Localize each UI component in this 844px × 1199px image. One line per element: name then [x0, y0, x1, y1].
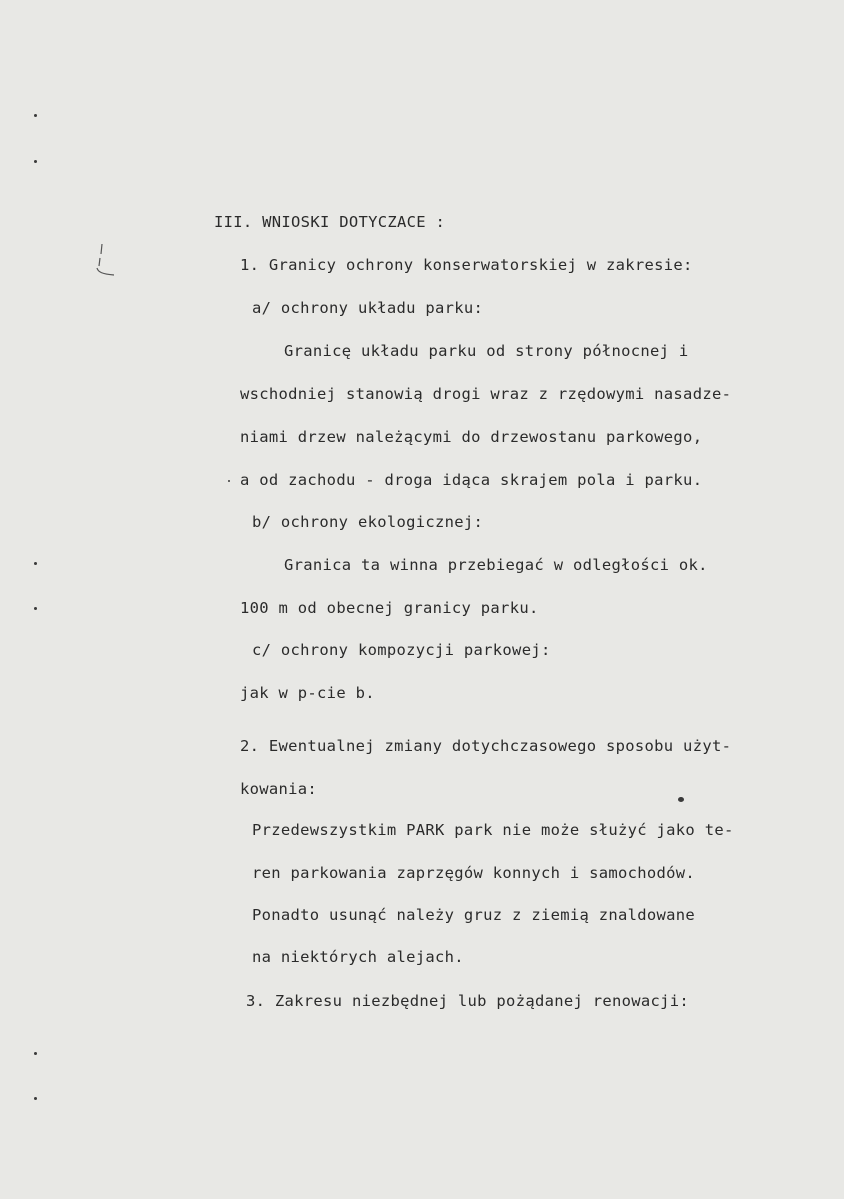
text-line: 3. Zakresu niezbędnej lub pożądanej renowacji: [246, 992, 690, 1010]
scan-speck [228, 480, 230, 482]
margin-pencil-mark [88, 240, 118, 280]
scan-speck [34, 1097, 37, 1100]
text-line: 100 m od obecnej granicy parku. [240, 599, 539, 617]
section-heading: III. WNIOSKI DOTYCZACE : [214, 213, 446, 231]
text-line: jak w p-cie b. [240, 684, 375, 702]
text-line: Granicę układu parku od strony północnej i [284, 342, 689, 360]
text-line: 1. Granicy ochrony konserwatorskiej w zakresie: [240, 256, 693, 274]
scan-speck [34, 562, 37, 565]
text-line: na niektórych alejach. [252, 948, 464, 966]
text-line: c/ ochrony kompozycji parkowej: [252, 641, 551, 659]
text-line: Ponadto usunąć należy gruz z ziemią znaldowane [252, 906, 696, 924]
scan-speck [34, 607, 37, 610]
text-line: 2. Ewentualnej zmiany dotychczasowego sposobu użyt- [240, 737, 732, 755]
scan-speck [34, 114, 37, 117]
text-line: b/ ochrony ekologicznej: [252, 513, 484, 531]
text-line: ren parkowania zaprzęgów konnych i samochodów. [252, 864, 696, 882]
text-line: Granica ta winna przebiegać w odległości ok. [284, 556, 708, 574]
scan-speck [34, 160, 37, 163]
scan-speck [678, 797, 684, 802]
text-line: Przedewszystkim PARK park nie może służyć jako te- [252, 821, 734, 839]
text-line: a/ ochrony układu parku: [252, 299, 484, 317]
scan-speck [34, 1052, 37, 1055]
text-line: niami drzew należącymi do drzewostanu parkowego, [240, 428, 703, 446]
text-line: a od zachodu - droga idąca skrajem pola i parku. [240, 471, 703, 489]
text-line: kowania: [240, 780, 318, 798]
text-line: wschodniej stanowią drogi wraz z rzędowymi nasadze- [240, 385, 732, 403]
